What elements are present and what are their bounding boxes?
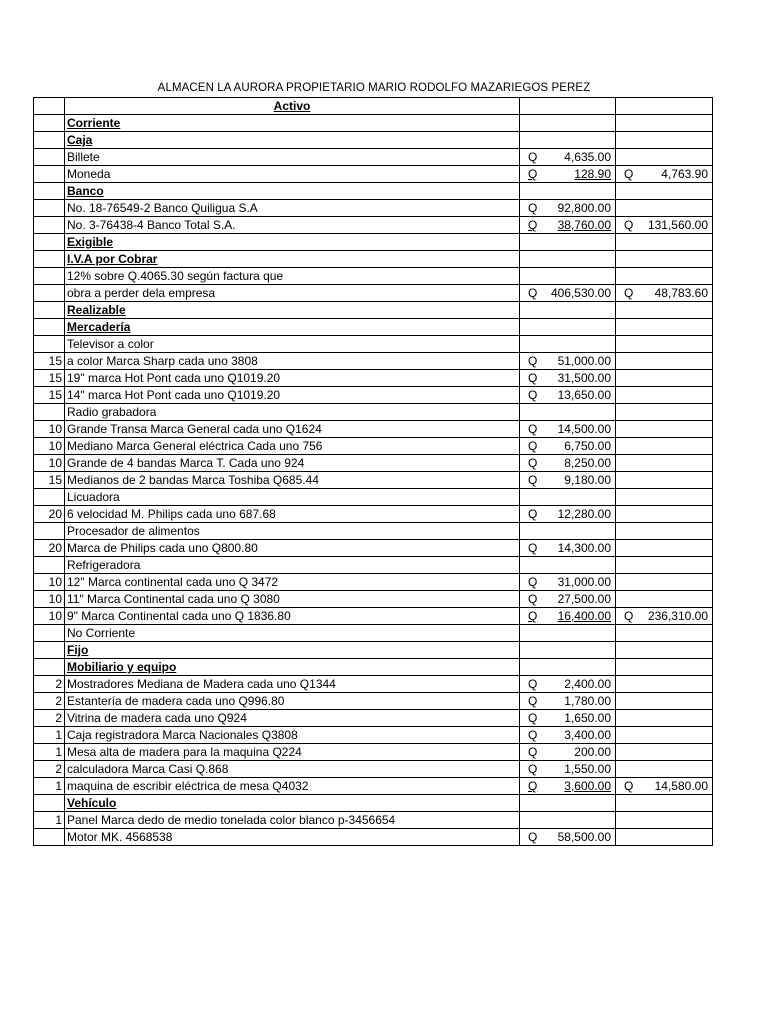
item-description: a color Marca Sharp cada uno 3808 xyxy=(65,353,520,370)
amount-cell xyxy=(520,166,616,183)
currency-symbol: Q xyxy=(528,286,538,300)
item-description: Billete xyxy=(65,149,520,166)
category-label: I.V.A por Cobrar xyxy=(65,251,520,268)
item-description: Procesador de alimentos xyxy=(65,523,520,540)
amount-cell xyxy=(520,200,616,217)
amount-cell xyxy=(520,693,616,710)
quantity-cell: 10 xyxy=(34,421,65,438)
quantity-cell xyxy=(34,642,65,659)
amount-value: 14,580.00 xyxy=(654,779,708,793)
item-description: 19" marca Hot Pont cada uno Q1019.20 xyxy=(65,370,520,387)
balance-sheet-table xyxy=(33,97,713,846)
quantity-cell xyxy=(34,217,65,234)
quantity-cell xyxy=(34,523,65,540)
amount-cell xyxy=(520,540,616,557)
quantity-cell: 1 xyxy=(34,727,65,744)
amount-value: 131,560.00 xyxy=(647,218,708,232)
table-row xyxy=(34,540,713,557)
quantity-cell: 10 xyxy=(34,438,65,455)
table-row xyxy=(34,251,713,268)
amount-cell xyxy=(520,523,616,540)
item-description: 9" Marca Continental cada uno Q 1836.80 xyxy=(65,608,520,625)
amount-cell xyxy=(520,268,616,285)
item-description: Moneda xyxy=(65,166,520,183)
currency-symbol: Q xyxy=(528,677,538,691)
amount-cell xyxy=(520,149,616,166)
table-row xyxy=(34,710,713,727)
table-row xyxy=(34,778,713,795)
table-row xyxy=(34,132,713,149)
subtotal-cell xyxy=(616,132,713,149)
subtotal-cell xyxy=(616,523,713,540)
subtotal-cell xyxy=(616,166,713,183)
category-label: Corriente xyxy=(65,115,520,132)
amount-value: 13,650.00 xyxy=(557,388,611,402)
table-row xyxy=(34,608,713,625)
amount-value: 4,635.00 xyxy=(564,150,611,164)
amount-value: 48,783.60 xyxy=(654,286,708,300)
amount-value: 1,780.00 xyxy=(564,694,611,708)
quantity-cell: 1 xyxy=(34,812,65,829)
subtotal-cell xyxy=(616,217,713,234)
subtotal-cell xyxy=(616,353,713,370)
subtotal-cell xyxy=(616,574,713,591)
amount-value: 4,763.90 xyxy=(661,167,708,181)
subtotal-cell xyxy=(616,659,713,676)
quantity-cell xyxy=(34,302,65,319)
table-row xyxy=(34,761,713,778)
item-description: Motor MK. 4568538 xyxy=(65,829,520,846)
item-description: Licuadora xyxy=(65,489,520,506)
quantity-cell xyxy=(34,659,65,676)
quantity-cell xyxy=(34,489,65,506)
subtotal-cell xyxy=(616,727,713,744)
subtotal-cell xyxy=(616,98,713,115)
table-row xyxy=(34,285,713,302)
currency-symbol: Q xyxy=(528,388,538,402)
subtotal-cell xyxy=(616,421,713,438)
currency-symbol: Q xyxy=(528,354,538,368)
subtotal-cell xyxy=(616,625,713,642)
table-row xyxy=(34,370,713,387)
amount-value: 128.90 xyxy=(574,167,611,181)
amount-cell xyxy=(520,489,616,506)
quantity-cell: 15 xyxy=(34,353,65,370)
currency-symbol: Q xyxy=(528,167,538,181)
sheet-title: ALMACEN LA AURORA PROPIETARIO MARIO RODOLFO MAZARIEGOS PEREZ xyxy=(157,82,591,94)
table-row xyxy=(34,574,713,591)
table-row xyxy=(34,727,713,744)
item-description: Grande de 4 bandas Marca T. Cada uno 924 xyxy=(65,455,520,472)
currency-symbol: Q xyxy=(528,371,538,385)
category-label: Caja xyxy=(65,132,520,149)
subtotal-cell xyxy=(616,676,713,693)
table-row xyxy=(34,149,713,166)
subtotal-cell xyxy=(616,285,713,302)
table-row xyxy=(34,387,713,404)
currency-symbol: Q xyxy=(528,150,538,164)
table-row xyxy=(34,183,713,200)
table-row xyxy=(34,676,713,693)
table-row xyxy=(34,795,713,812)
quantity-cell xyxy=(34,829,65,846)
quantity-cell xyxy=(34,336,65,353)
subtotal-cell xyxy=(616,455,713,472)
amount-cell xyxy=(520,115,616,132)
table-row xyxy=(34,829,713,846)
table-row xyxy=(34,472,713,489)
table-row xyxy=(34,455,713,472)
currency-symbol: Q xyxy=(528,541,538,555)
subtotal-cell xyxy=(616,778,713,795)
quantity-cell xyxy=(34,183,65,200)
currency-symbol: Q xyxy=(528,779,538,793)
currency-symbol: Q xyxy=(528,762,538,776)
subtotal-cell xyxy=(616,234,713,251)
table-row xyxy=(34,336,713,353)
amount-cell xyxy=(520,744,616,761)
table-row xyxy=(34,115,713,132)
category-label: Realizable xyxy=(65,302,520,319)
amount-value: 38,760.00 xyxy=(557,218,611,232)
item-description: Medianos de 2 bandas Marca Toshiba Q685.44 xyxy=(65,472,520,489)
amount-value: 12,280.00 xyxy=(557,507,611,521)
table-row xyxy=(34,438,713,455)
amount-cell xyxy=(520,506,616,523)
currency-symbol: Q xyxy=(528,711,538,725)
currency-symbol: Q xyxy=(528,507,538,521)
amount-cell xyxy=(520,183,616,200)
amount-cell xyxy=(520,319,616,336)
item-description: Panel Marca dedo de medio tonelada color blanco p-3456654 xyxy=(65,812,520,829)
amount-cell xyxy=(520,829,616,846)
subtotal-cell xyxy=(616,744,713,761)
item-description: Mesa alta de madera para la maquina Q224 xyxy=(65,744,520,761)
item-description: Grande Transa Marca General cada uno Q1624 xyxy=(65,421,520,438)
quantity-cell xyxy=(34,149,65,166)
category-label: Exigible xyxy=(65,234,520,251)
subtotal-cell xyxy=(616,387,713,404)
quantity-cell xyxy=(34,132,65,149)
amount-cell xyxy=(520,302,616,319)
category-label: Vehículo xyxy=(65,795,520,812)
subtotal-cell xyxy=(616,438,713,455)
table-row xyxy=(34,625,713,642)
table-row xyxy=(34,268,713,285)
table-row xyxy=(34,591,713,608)
item-description: 12" Marca continental cada uno Q 3472 xyxy=(65,574,520,591)
table-row xyxy=(34,642,713,659)
amount-cell xyxy=(520,251,616,268)
subtotal-cell xyxy=(616,404,713,421)
currency-symbol: Q xyxy=(528,201,538,215)
table-row xyxy=(34,200,713,217)
amount-cell xyxy=(520,727,616,744)
item-description: Vitrina de madera cada uno Q924 xyxy=(65,710,520,727)
table-row xyxy=(34,98,713,115)
amount-value: 31,500.00 xyxy=(557,371,611,385)
subtotal-cell xyxy=(616,302,713,319)
amount-cell xyxy=(520,98,616,115)
amount-cell xyxy=(520,234,616,251)
currency-symbol: Q xyxy=(528,830,538,844)
subtotal-cell xyxy=(616,472,713,489)
subtotal-cell xyxy=(616,540,713,557)
currency-symbol: Q xyxy=(528,456,538,470)
amount-cell xyxy=(520,472,616,489)
amount-cell xyxy=(520,404,616,421)
section-header: Activo xyxy=(65,98,520,115)
quantity-cell: 10 xyxy=(34,455,65,472)
subtotal-cell xyxy=(616,761,713,778)
amount-value: 6,750.00 xyxy=(564,439,611,453)
amount-cell xyxy=(520,557,616,574)
quantity-cell xyxy=(34,268,65,285)
subtotal-cell xyxy=(616,693,713,710)
subtotal-cell xyxy=(616,319,713,336)
quantity-cell xyxy=(34,557,65,574)
quantity-cell: 20 xyxy=(34,506,65,523)
subtotal-cell xyxy=(616,642,713,659)
item-description: calculadora Marca Casi Q.868 xyxy=(65,761,520,778)
amount-cell xyxy=(520,353,616,370)
amount-value: 31,000.00 xyxy=(557,575,611,589)
amount-value: 236,310.00 xyxy=(647,609,708,623)
item-description: Marca de Philips cada uno Q800.80 xyxy=(65,540,520,557)
subtotal-cell xyxy=(616,591,713,608)
item-description: obra a perder dela empresa xyxy=(65,285,520,302)
balance-sheet-body xyxy=(34,98,713,846)
amount-cell xyxy=(520,336,616,353)
amount-cell xyxy=(520,812,616,829)
amount-cell xyxy=(520,132,616,149)
table-row xyxy=(34,166,713,183)
item-description: Mostradores Mediana de Madera cada uno Q1344 xyxy=(65,676,520,693)
quantity-cell: 2 xyxy=(34,693,65,710)
amount-cell xyxy=(520,438,616,455)
currency-symbol: Q xyxy=(528,609,538,623)
currency-symbol: Q xyxy=(528,728,538,742)
table-row xyxy=(34,693,713,710)
currency-symbol: Q xyxy=(528,439,538,453)
currency-symbol: Q xyxy=(528,218,538,232)
subtotal-cell xyxy=(616,183,713,200)
quantity-cell xyxy=(34,234,65,251)
subtotal-cell xyxy=(616,268,713,285)
subtotal-cell xyxy=(616,200,713,217)
quantity-cell: 2 xyxy=(34,676,65,693)
subtotal-cell xyxy=(616,506,713,523)
amount-cell xyxy=(520,710,616,727)
subtotal-cell xyxy=(616,557,713,574)
quantity-cell: 20 xyxy=(34,540,65,557)
quantity-cell: 15 xyxy=(34,472,65,489)
subtotal-cell xyxy=(616,336,713,353)
quantity-cell xyxy=(34,285,65,302)
quantity-cell xyxy=(34,251,65,268)
table-row xyxy=(34,659,713,676)
amount-cell xyxy=(520,285,616,302)
item-description: No. 3-76438-4 Banco Total S.A. xyxy=(65,217,520,234)
table-row xyxy=(34,234,713,251)
quantity-cell xyxy=(34,98,65,115)
currency-symbol: Q xyxy=(624,779,634,793)
table-row xyxy=(34,506,713,523)
amount-cell xyxy=(520,676,616,693)
currency-symbol: Q xyxy=(528,745,538,759)
amount-cell xyxy=(520,387,616,404)
amount-value: 2,400.00 xyxy=(564,677,611,691)
table-row xyxy=(34,489,713,506)
item-description: No Corriente xyxy=(65,625,520,642)
quantity-cell xyxy=(34,625,65,642)
category-label: Mobiliario y equipo xyxy=(65,659,520,676)
currency-symbol: Q xyxy=(528,592,538,606)
currency-symbol: Q xyxy=(528,473,538,487)
amount-value: 27,500.00 xyxy=(557,592,611,606)
amount-cell xyxy=(520,574,616,591)
amount-value: 3,600.00 xyxy=(564,779,611,793)
quantity-cell: 1 xyxy=(34,744,65,761)
currency-symbol: Q xyxy=(528,694,538,708)
subtotal-cell xyxy=(616,489,713,506)
currency-symbol: Q xyxy=(528,575,538,589)
subtotal-cell xyxy=(616,370,713,387)
table-row xyxy=(34,744,713,761)
table-row xyxy=(34,302,713,319)
table-row xyxy=(34,812,713,829)
item-description: maquina de escribir eléctrica de mesa Q4032 xyxy=(65,778,520,795)
subtotal-cell xyxy=(616,710,713,727)
quantity-cell: 10 xyxy=(34,574,65,591)
amount-value: 200.00 xyxy=(574,745,611,759)
amount-cell xyxy=(520,642,616,659)
category-label: Banco xyxy=(65,183,520,200)
item-description: Radio grabadora xyxy=(65,404,520,421)
item-description: Mediano Marca General eléctrica Cada uno 756 xyxy=(65,438,520,455)
amount-cell xyxy=(520,421,616,438)
table-row xyxy=(34,404,713,421)
currency-symbol: Q xyxy=(624,167,634,181)
amount-value: 16,400.00 xyxy=(557,609,611,623)
subtotal-cell xyxy=(616,812,713,829)
item-description: Estantería de madera cada uno Q996.80 xyxy=(65,693,520,710)
table-row xyxy=(34,319,713,336)
amount-value: 1,650.00 xyxy=(564,711,611,725)
quantity-cell xyxy=(34,200,65,217)
table-row xyxy=(34,557,713,574)
item-description: 6 velocidad M. Philips cada uno 687.68 xyxy=(65,506,520,523)
subtotal-cell xyxy=(616,251,713,268)
table-row xyxy=(34,421,713,438)
subtotal-cell xyxy=(616,115,713,132)
amount-cell xyxy=(520,455,616,472)
amount-cell xyxy=(520,608,616,625)
amount-value: 14,500.00 xyxy=(557,422,611,436)
item-description: Refrigeradora xyxy=(65,557,520,574)
table-row xyxy=(34,523,713,540)
amount-value: 14,300.00 xyxy=(557,541,611,555)
item-description: 11" Marca Continental cada uno Q 3080 xyxy=(65,591,520,608)
amount-value: 406,530.00 xyxy=(550,286,611,300)
item-description: 12% sobre Q.4065.30 según factura que xyxy=(65,268,520,285)
amount-cell xyxy=(520,217,616,234)
amount-value: 3,400.00 xyxy=(564,728,611,742)
item-description: No. 18-76549-2 Banco Quiligua S.A xyxy=(65,200,520,217)
quantity-cell xyxy=(34,795,65,812)
amount-value: 9,180.00 xyxy=(564,473,611,487)
currency-symbol: Q xyxy=(624,218,634,232)
quantity-cell: 10 xyxy=(34,591,65,608)
table-row xyxy=(34,217,713,234)
item-description: Televisor a color xyxy=(65,336,520,353)
subtotal-cell xyxy=(616,795,713,812)
currency-symbol: Q xyxy=(528,422,538,436)
quantity-cell xyxy=(34,115,65,132)
currency-symbol: Q xyxy=(624,286,634,300)
quantity-cell xyxy=(34,166,65,183)
subtotal-cell xyxy=(616,829,713,846)
amount-cell xyxy=(520,795,616,812)
quantity-cell xyxy=(34,404,65,421)
category-label: Fijo xyxy=(65,642,520,659)
quantity-cell: 15 xyxy=(34,387,65,404)
table-row xyxy=(34,353,713,370)
amount-cell xyxy=(520,659,616,676)
currency-symbol: Q xyxy=(624,609,634,623)
quantity-cell: 1 xyxy=(34,778,65,795)
item-description: Caja registradora Marca Nacionales Q3808 xyxy=(65,727,520,744)
amount-value: 58,500.00 xyxy=(557,830,611,844)
amount-value: 92,800.00 xyxy=(557,201,611,215)
category-label: Mercadería xyxy=(65,319,520,336)
amount-cell xyxy=(520,370,616,387)
quantity-cell: 15 xyxy=(34,370,65,387)
amount-value: 8,250.00 xyxy=(564,456,611,470)
amount-cell xyxy=(520,761,616,778)
amount-value: 1,550.00 xyxy=(564,762,611,776)
quantity-cell: 2 xyxy=(34,761,65,778)
subtotal-cell xyxy=(616,149,713,166)
amount-cell xyxy=(520,625,616,642)
item-description: 14" marca Hot Pont cada uno Q1019.20 xyxy=(65,387,520,404)
quantity-cell xyxy=(34,319,65,336)
amount-value: 51,000.00 xyxy=(557,354,611,368)
quantity-cell: 2 xyxy=(34,710,65,727)
amount-cell xyxy=(520,778,616,795)
quantity-cell: 10 xyxy=(34,608,65,625)
amount-cell xyxy=(520,591,616,608)
subtotal-cell xyxy=(616,608,713,625)
